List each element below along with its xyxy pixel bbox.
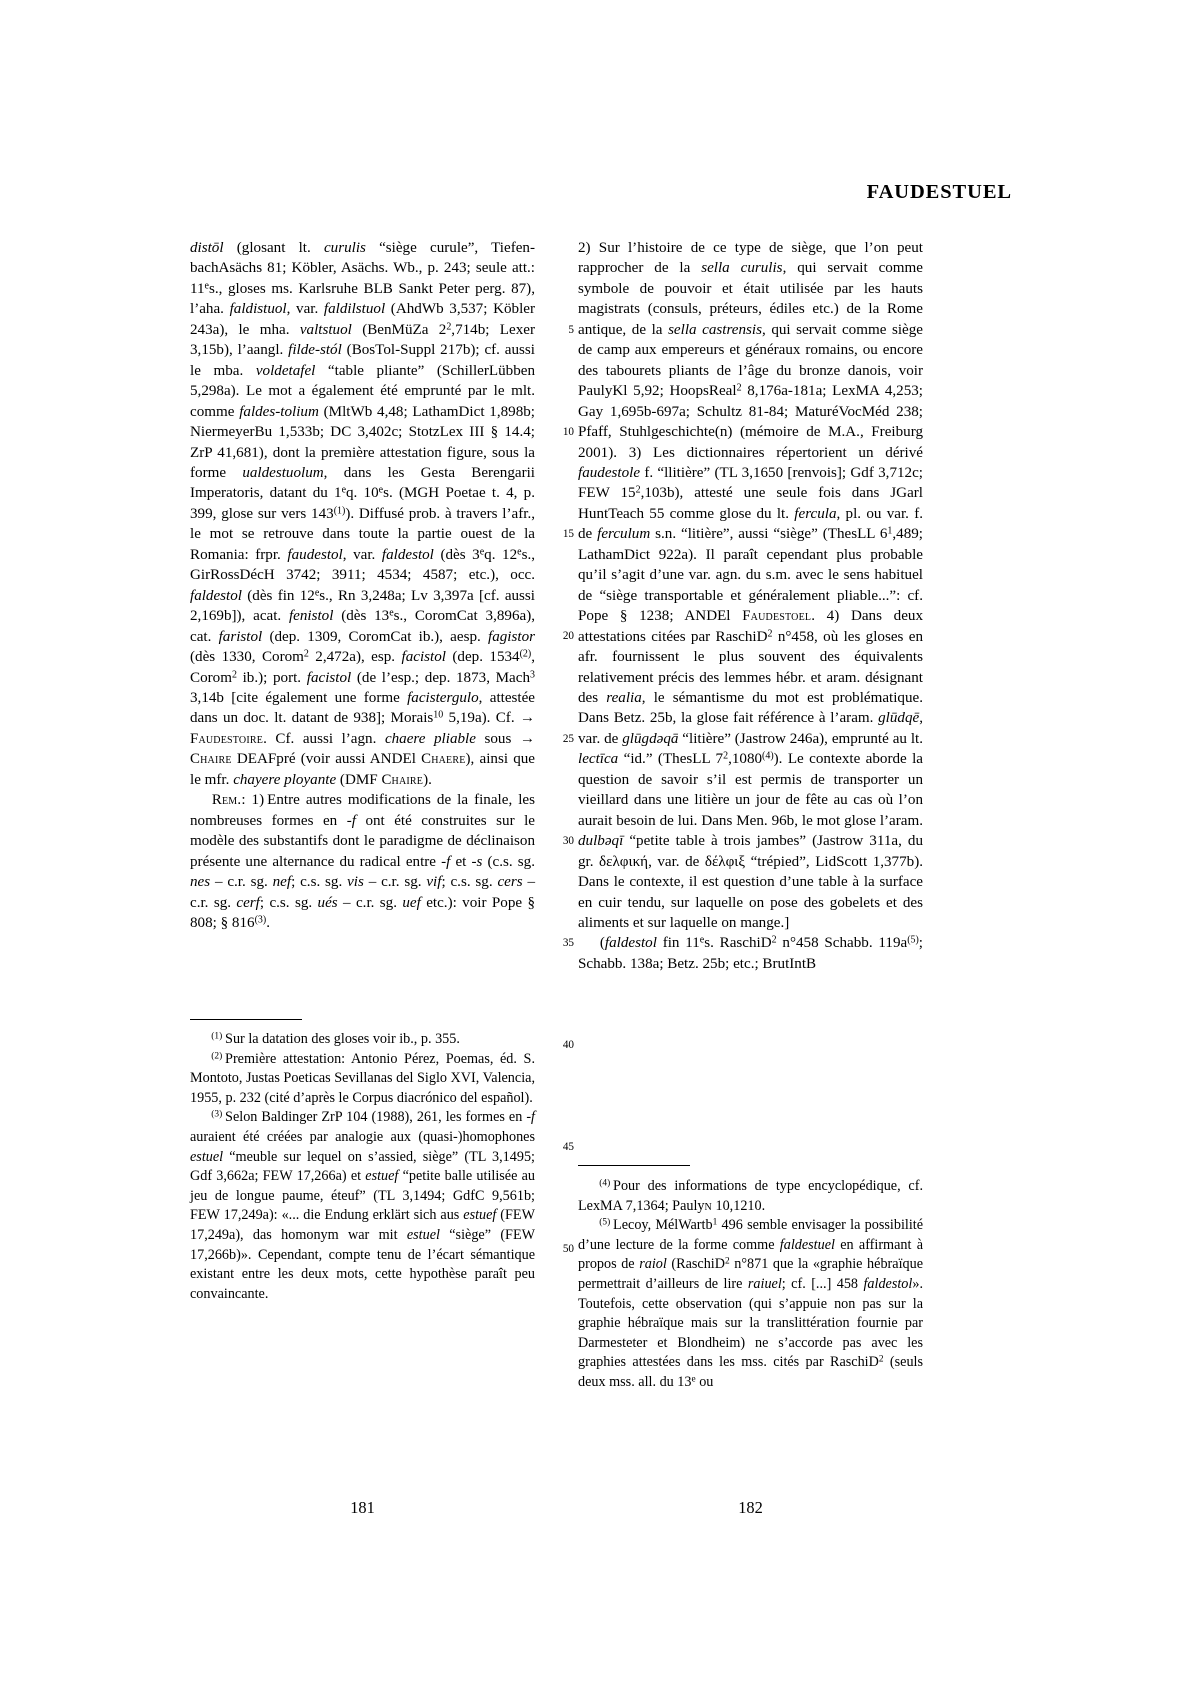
line-number-spacer [548, 749, 574, 769]
line-number-spacer [548, 545, 574, 565]
line-number: 40 [562, 1039, 574, 1052]
line-number-spacer [548, 585, 574, 605]
line-number-spacer [548, 1178, 574, 1198]
folio-number-right: 182 [738, 1498, 763, 1517]
line-number-spacer [548, 790, 574, 810]
right-column-footnotes [578, 1143, 923, 1393]
line-number-gutter [548, 238, 574, 1260]
footnote-rule-gap [578, 1166, 923, 1177]
line-number-spacer [548, 810, 574, 830]
footnote-rule-gap [190, 1020, 535, 1030]
line-number-spacer [548, 892, 574, 912]
line-number: 50 [562, 1243, 574, 1256]
line-number-spacer [548, 606, 574, 626]
line-number: 20 [562, 630, 574, 643]
line-number: 15 [562, 528, 574, 541]
line-number-spacer [548, 872, 574, 892]
line-number-spacer [548, 299, 574, 319]
line-number-spacer [548, 688, 574, 708]
left-column-footnotes [190, 1002, 535, 1304]
line-number-spacer [548, 708, 574, 728]
right-footnote-text: $^{(4)}$ Pour des informations de type encyclopédique, cf. LexMA 7,1364; Paulyn 10,1210. $^{(5)}$ Lecoy, MélWartb$^1$ 496 semble envisager la possibilité d’une lecture de la forme comme faldestuel en affirmant à propos de raiol (RaschiD$^2$ n°871 que la «graphie hébraïque permettrait d’ailleurs de lire raiuel; cf. [...] 458 faldestol». Toutefois, cette observation (qui s’appuie non pas sur la graphie hébraïque mais sur la translittération fournie par Darmesteter et Blondheim) ne s’accorde pas avec les graphies attestées dans les mss. cités par RaschiD$^2$ (seuls deux mss. all. du 13e ou [578, 1178, 924, 1390]
line-number-spacer [548, 1199, 574, 1219]
line-number-spacer [548, 258, 574, 278]
line-number: 30 [562, 834, 574, 847]
line-number-spacer [548, 974, 574, 994]
line-number: 10 [562, 425, 574, 438]
line-number-spacer [548, 953, 574, 973]
line-number-spacer [548, 442, 574, 462]
left-footnote-text: $^{(1)}$ Sur la datation des gloses voir ib., p. 355. $^{(2)}$ Première attestation: Antonio Pérez, Poemas, éd. S. Montoto, Justas Poeticas Sevillanas del Siglo XVI, Valencia, 1955, p. 232 (cité d’après le Corpus diacrónico del español). $^{(3)}$ Selon Baldinger ZrP 104 (1988), 261, les formes en -f auraient été créées par analogie aux (quasi-)homophones estuel “meuble sur lequel on s’assied, siège” (TL 3,1495; Gdf 3,662a; FEW 17,266a) et estuef “petite balle utilisée au jeu de longue paume, éteuf” (TL 3,1494; GdfC 9,561b; FEW 17,249a): «... die Endung erklärt sich aus estuef (FEW 17,249a), das homonym war mit estuel “siège” (FEW 17,266b)». Cependant, compte tenu de l’écart sémantique existant entre les deux mots, cette hypothèse paraît peu convaincante. [190, 1031, 535, 1302]
line-number-spacer [548, 912, 574, 932]
footnote-gap [578, 1143, 923, 1165]
line-number-spacer [548, 667, 574, 687]
footnote-gap [190, 1002, 535, 1019]
line-number-spacer [548, 1056, 574, 1076]
line-number-spacer [548, 238, 574, 258]
line-number-spacer [548, 994, 574, 1014]
line-number-spacer [548, 769, 574, 789]
line-number-spacer [548, 381, 574, 401]
line-number: 25 [562, 732, 574, 745]
right-column-body: 2) Sur l’histoire de ce type de siège, que l’on peut rapprocher de la sella curulis, qui servait comme symbole de pouvoir et était utilisée par les hauts magistrats (consuls, préteurs, édiles etc.) de la Rome antique, de la sella castrensis, qui servait comme siège de camp aux empereurs et généraux romains, ou encore des tabourets pliants de l’âge du bronze danois, voir PaulyKl 5,92; HoopsReal$^2$ 8,176a-181a; LexMA 4,253; Gay 1,695b-697a; Schultz 81-84; MaturéVocMéd 238; Pfaff, Stuhlgeschichte(n) (mémoire de M.A., Freiburg 2001). 3) Les dictionnaires répertorient un dérivé faudestole f. “llitière” (TL 3,1650 [renvois]; Gdf 3,712c; FEW $15^2,103b$), attesté une seule fois dans JGarl HuntTeach 55 comme glose du lt. fercula, pl. ou var. f. de ferculum s.n. “litière”, aussi “siège” (ThesLL $6^1,489$; LathamDict 922a). Il paraît cependant plus probable qu’il s’agit d’une var. agn. du s.m. avec le sens habituel de “siège transportable et généralement pliable...”: cf. Pope § 1238; ANDEl Faudestoel. 4) Dans deux attestations citées par RaschiD$^2$ n°458, où les gloses en afr. fournissent le plus souvent des équivalents relativement précis des lemmes hébr. et aram. désignant des realia, le sémantisme du mot est problématique. Dans Betz. 25b, la glose fait référence à l’aram. glūdqē, var. de glūgdəqā “litière” (Jastrow 246a), emprunté au lt. lectīca “id.” (ThesLL $7^2,1080^{(4)}$). Le contexte aborde la question de savoir s’il est permis de transporter un vieillard dans une litière un jour de fête au cas où l’on aurait besoin de lui. Dans Men. 96b, le mot glose l’aram. dulbəqī “petite table à trois jambes” (Jastrow 311a, du gr. δελφική, var. de δέλφιξ “trépied”, LidScott 1,377b). Dans le contexte, il est question d’une table à la surface en cuir tendu, sur laquelle on pose des gobelets et des aliments et sur laquelle on mange.] (faldestol fin 11es. RaschiD$^2$ n°458 Schabb. $119a^{(5)}$; Schabb. 138a; Betz. 25b; etc.; BrutIntB [578, 240, 924, 972]
left-column-body: distōl (glosant lt. curulis “siège curule”, Tiefen-bachAsächs 81; Köbler, Asächs. Wb., p. 243; seule att.: 11es., gloses ms. Karlsruhe BLB Sankt Peter perg. 87), l’aha. faldistuol, var. faldilstuol (AhdWb 3,537; Köbler 243a), le mha. valtstuol (BenMüZa $2^2,714b$; Lexer 3,15b), l’aangl. filde-stól (BosTol-Suppl 217b); cf. aussi le mba. voldetafel “table pliante” (SchillerLübben 5,298a). Le mot a également été emprunté par le mlt. comme faldes-tolium (MltWb 4,48; LathamDict 1,898b; NiermeyerBu 1,533b; DC 3,402c; StotzLex III § 14.4; ZrP 41,681), dont la première attestation figure, sous la forme ualdestuolum, dans les Gesta Berengarii Imperatoris, datant du 1eq. 10es. (MGH Poetae t. 4, p. 399, glose sur vers 143$^{(1)}$). Diffusé prob. à travers l’afr., le mot se retrouve dans toute la partie ouest de la Romania: frpr. faudestol, var. faldestol (dès 3eq. 12es., GirRossDécH 3742; 3911; 4534; 4587; etc.), occ. faldestol (dès fin 12es., Rn 3,248a; Lv 3,397a [cf. aussi 2,169b]), acat. fenistol (dès 13es., CoromCat 3,896a), cat. faristol (dep. 1309, CoromCat ib.), aesp. fagistor (dès 1330, Corom$^2$ 2,472a), esp. facistol (dep. 1534$^{(2)}$, Corom$^2$ ib.); port. facistol (de l’esp.; dep. 1873, Mach$^3$ 3,14b [cite également une forme facistergulo, attestée dans un doc. lt. datant de 938]; Morais$^{10}$ 5,19a). Cf. → Faudestoire. Cf. aussi l’agn. chaere pliable sous → Chaire DEAFpré (voir aussi ANDEl Chaere), ainsi que le mfr. chayere ployante (DMF Chaire). Rem.: 1) Entre autres modifications de la finale, les nombreuses formes en -f ont été construites sur le modèle des substantifs dont le paradigme de déclinaison présente une alternance du radical entre -f et -s (c.s. sg. nes – c.r. sg. nef; c.s. sg. vis – c.r. sg. vif; c.s. sg. cers – c.r. sg. cerf; c.s. sg. ués – c.r. sg. uef etc.): voir Pope § 808; § 816$^{(3)}$. [190, 240, 536, 931]
folio-number-left: 181 [350, 1498, 375, 1517]
line-number-spacer [548, 463, 574, 483]
line-number-spacer [548, 1158, 574, 1178]
line-number-spacer [548, 361, 574, 381]
line-number-spacer [548, 1015, 574, 1035]
line-number: 35 [562, 936, 574, 949]
line-number: 45 [562, 1141, 574, 1154]
running-head: FAUDESTUEL [866, 181, 1012, 203]
line-number-spacer [548, 279, 574, 299]
line-number-spacer [548, 1096, 574, 1116]
line-number-spacer [548, 483, 574, 503]
line-number-spacer [548, 340, 574, 360]
line-number-spacer [548, 851, 574, 871]
line-number-spacer [548, 565, 574, 585]
line-number-spacer [548, 647, 574, 667]
line-number: 5 [568, 323, 574, 336]
line-number-spacer [548, 1219, 574, 1239]
line-number-spacer [548, 1117, 574, 1137]
line-number-spacer [548, 504, 574, 524]
line-number-spacer [548, 1076, 574, 1096]
line-number-spacer [548, 402, 574, 422]
